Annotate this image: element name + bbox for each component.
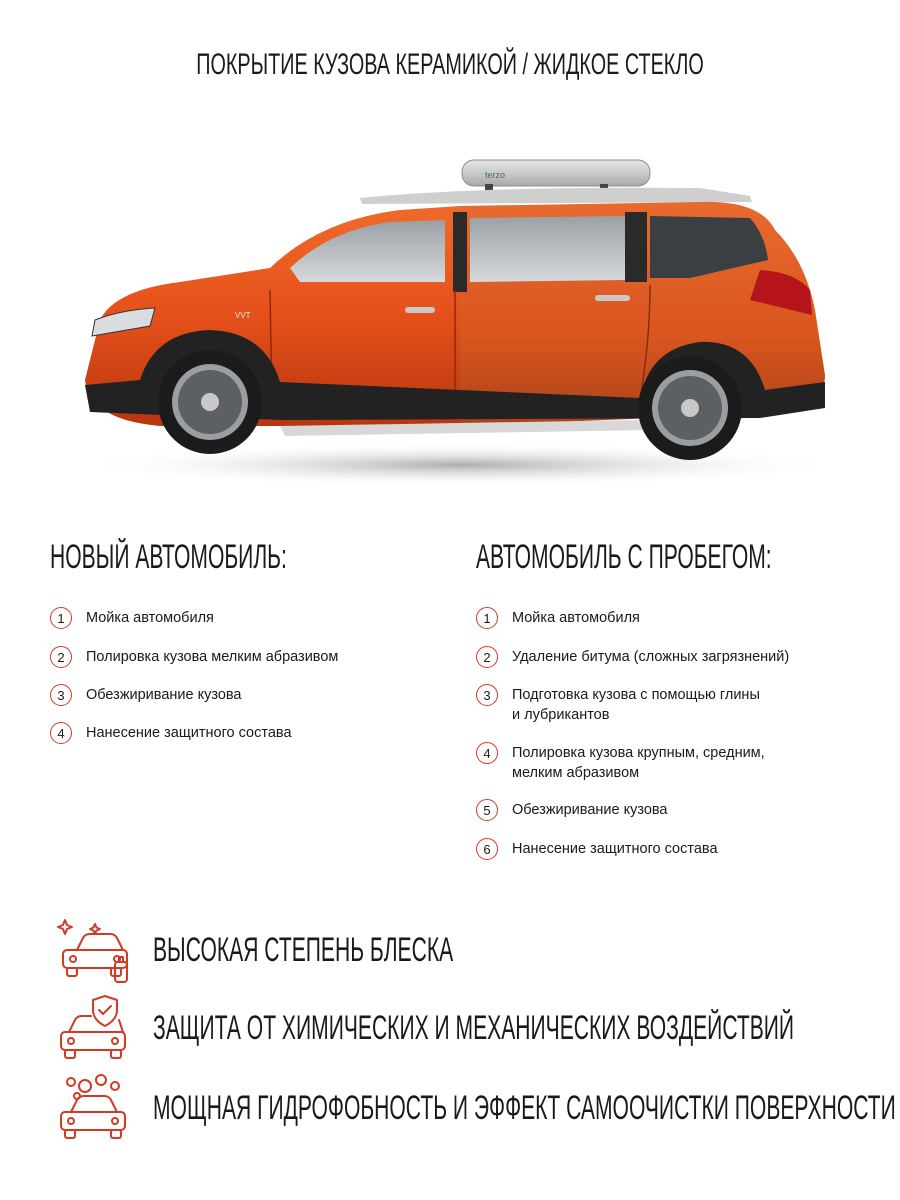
step-text: Нанесение защитного состава [86,725,292,741]
used-car-step [476,607,640,629]
used-car-heading: АВТОМОБИЛЬ С ПРОБЕГОМ: [476,538,772,576]
step-number: 1 [50,607,72,629]
feature-gloss [55,914,637,986]
new-car-step [50,607,214,629]
used-car-step [476,838,718,860]
used-car-step [476,742,765,783]
step-number: 2 [50,646,72,668]
feature-protection [55,992,900,1064]
step-text: Полировка кузова мелким абразивом [86,649,339,665]
car-shield-icon [55,992,131,1064]
step-number: 3 [476,684,498,706]
feature-text: МОЩНАЯ ГИДРОФОБНОСТЬ И ЭФФЕКТ САМООЧИСТКИ ПОВЕРХНОСТИ [153,1088,896,1127]
step-number: 3 [50,684,72,706]
step-text: Удаление битума (сложных загрязнений) [512,649,790,665]
step-number: 6 [476,838,498,860]
step-text: Подготовка кузова с помощью глины и лубрикантов [512,687,760,723]
feature-text: ВЫСОКАЯ СТЕПЕНЬ БЛЕСКА [153,930,454,969]
step-text: Мойка автомобиля [86,610,214,626]
car-illustration [60,150,850,490]
roof-box-brand: terzo [485,170,506,180]
step-text: Нанесение защитного состава [512,841,718,857]
step-number: 2 [476,646,498,668]
car-bubbles-icon [55,1072,131,1144]
new-car-step [50,684,242,706]
step-text: Мойка автомобиля [512,610,640,626]
car-image [60,150,850,490]
new-car-step [50,646,338,668]
step-text: Обезжиривание кузова [86,687,242,703]
new-car-heading: НОВЫЙ АВТОМОБИЛЬ: [50,538,287,576]
feature-text: ЗАЩИТА ОТ ХИМИЧЕСКИХ И МЕХАНИЧЕСКИХ ВОЗДЕЙСТВИЙ [153,1008,795,1047]
new-car-step [50,722,292,744]
used-car-step [476,646,789,668]
step-number: 4 [50,722,72,744]
step-text: Полировка кузова крупным, средним, мелким абразивом [512,745,765,781]
car-badge: VVT [235,311,251,320]
feature-hydrophobic [55,1072,900,1144]
car-shine-icon [55,914,131,986]
used-car-step [476,799,668,821]
page-title: ПОКРЫТИЕ КУЗОВА КЕРАМИКОЙ / ЖИДКОЕ СТЕКЛО [196,48,704,81]
step-number: 5 [476,799,498,821]
step-number: 4 [476,742,498,764]
step-number: 1 [476,607,498,629]
step-text: Обезжиривание кузова [512,802,668,818]
used-car-step [476,684,760,725]
